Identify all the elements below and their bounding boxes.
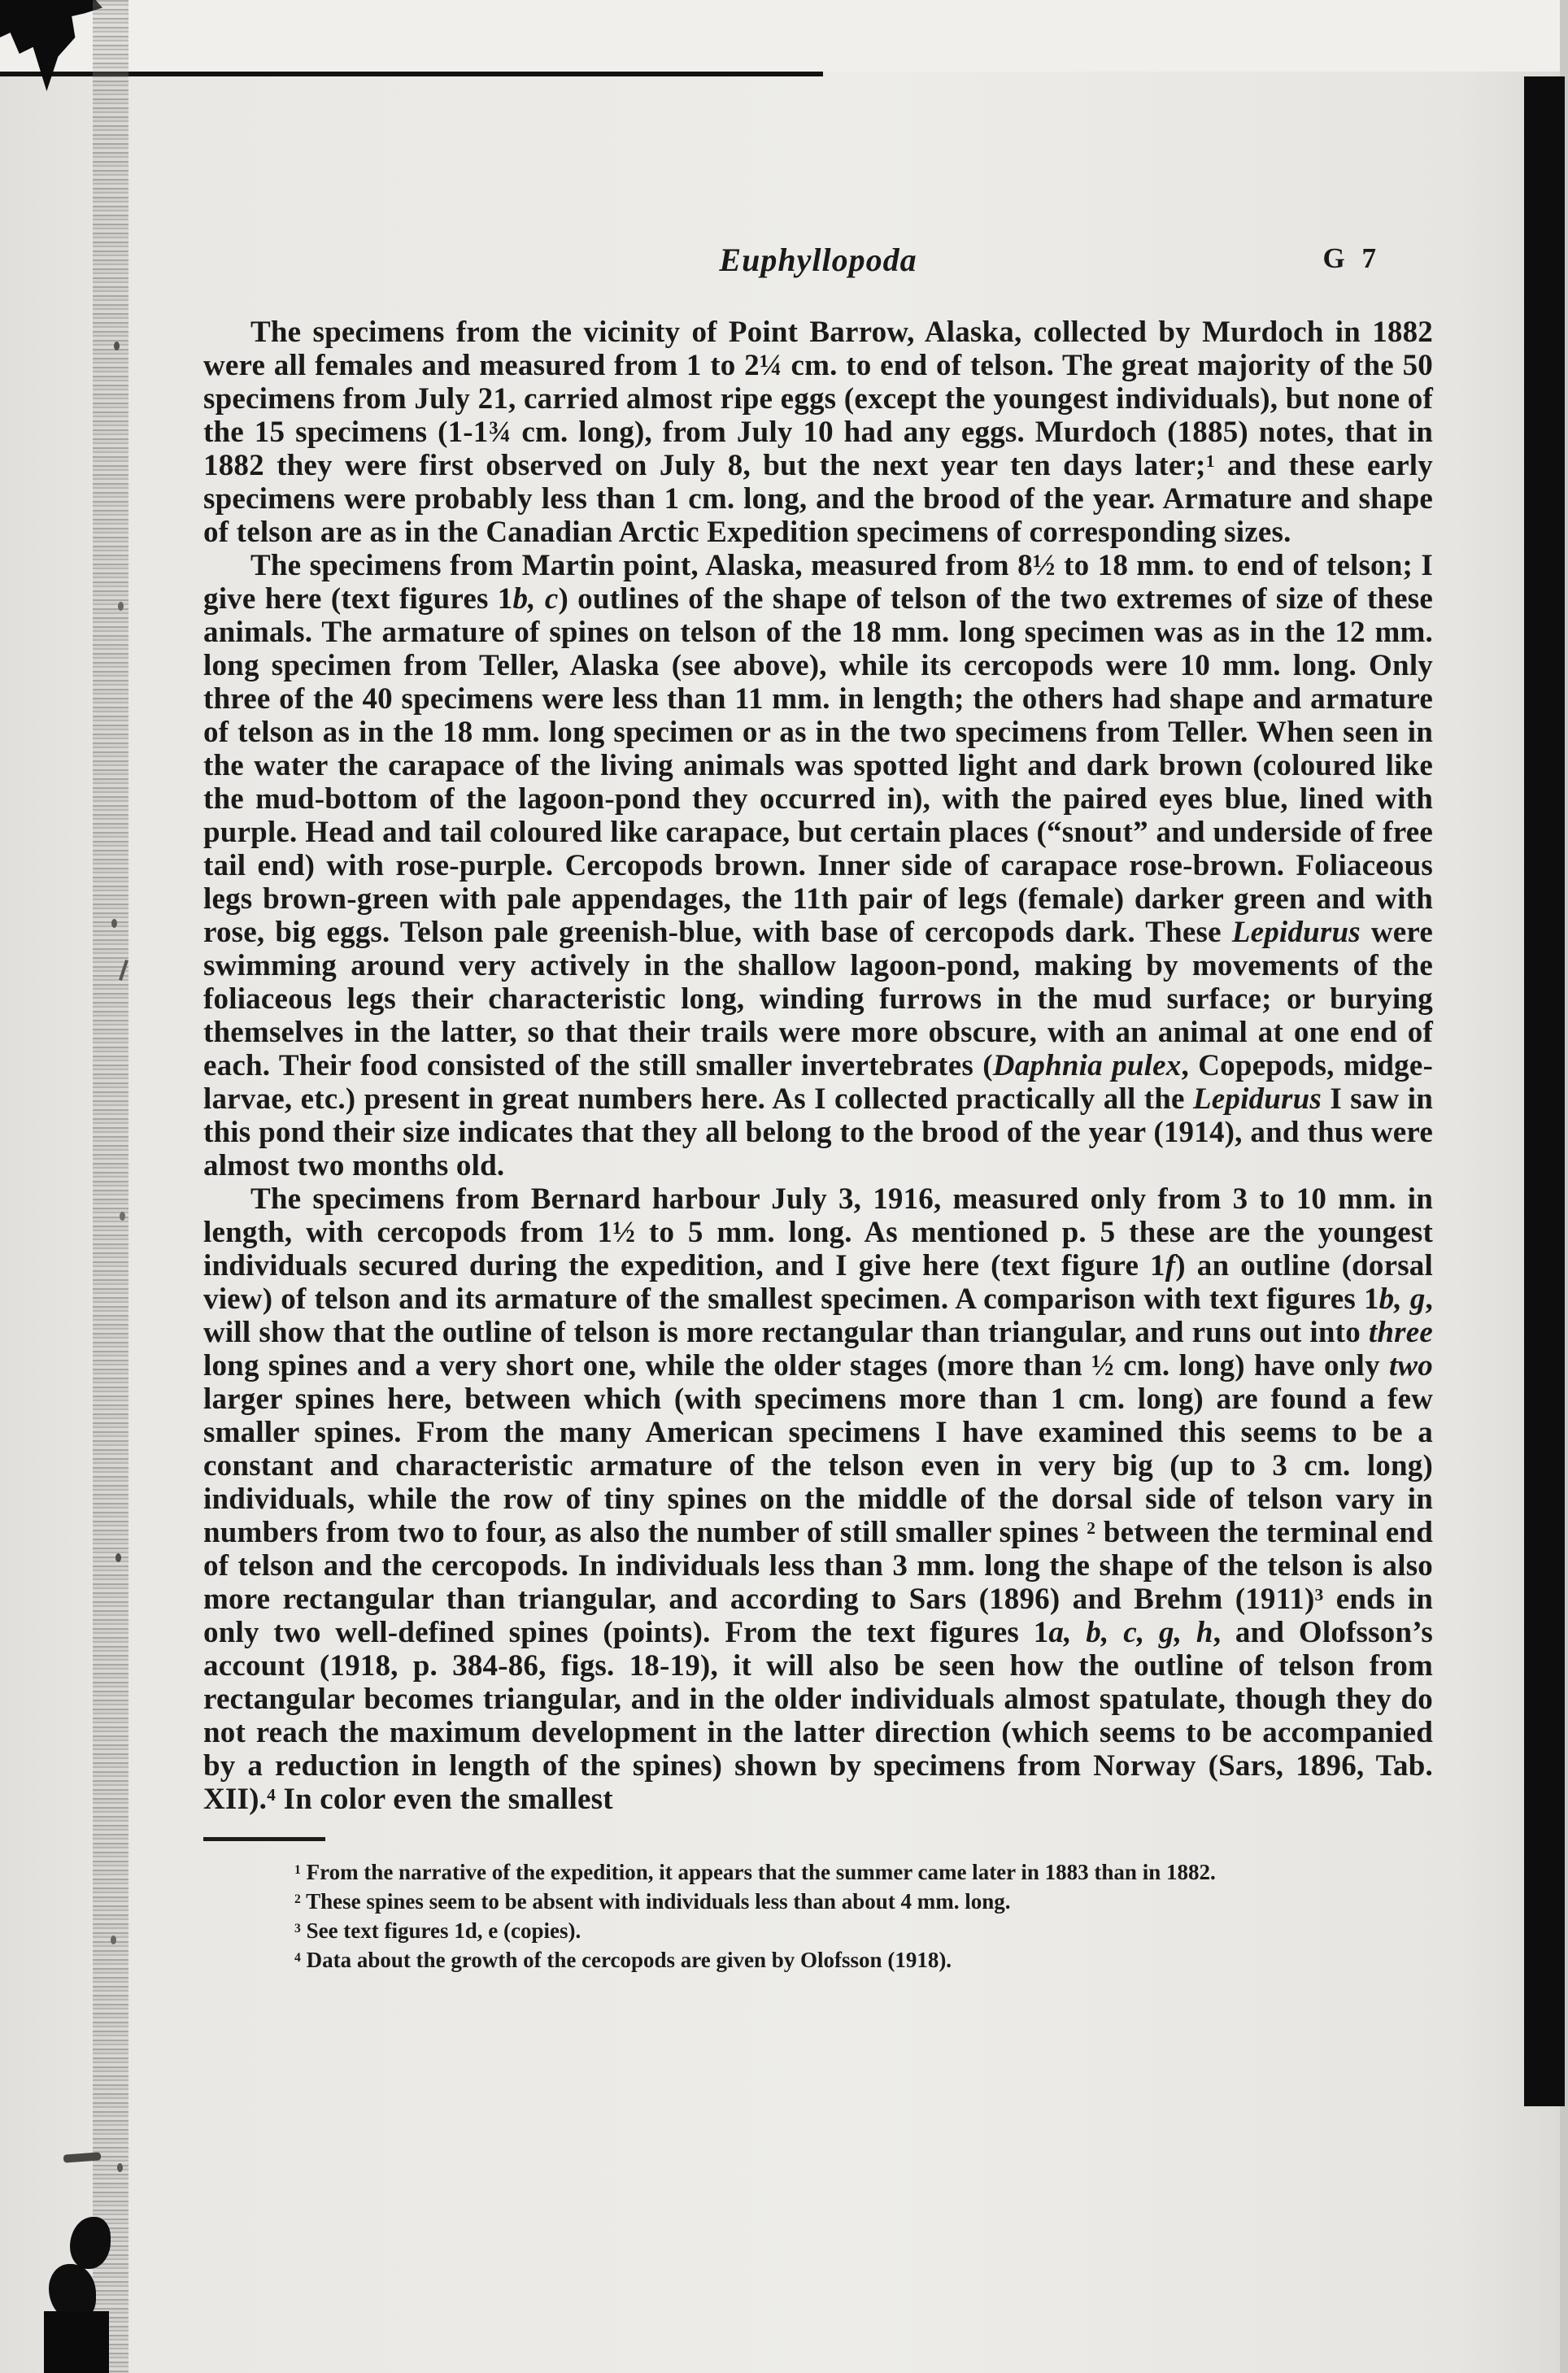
scan-top-margin bbox=[0, 0, 1568, 72]
footnote: $^2$ These spines seem to be absent with individuals less than about 4 mm. long. bbox=[294, 1889, 1011, 1914]
footnote: $^3$ See text figures 1d, e (copies). bbox=[294, 1918, 581, 1943]
footnote: $^4$ Data about the growth of the cercopods are given by Olofsson (1918). bbox=[294, 1948, 952, 1972]
page-title: Euphyllopoda bbox=[719, 242, 917, 278]
footnotes bbox=[203, 1857, 1433, 1975]
footnote: $^1$ From the narrative of the expedition, it appears that the summer came later in 1883 than in 1882. bbox=[294, 1860, 1216, 1884]
binding-shadow-band bbox=[93, 0, 128, 2373]
scan-bar-right bbox=[1524, 76, 1565, 2106]
footnote-divider bbox=[203, 1837, 325, 1841]
paragraph: The specimens from Bernard harbour July 3, 1916, measured only from 3 to 10 mm. in length, with cercopods from 1½ to 5 mm. long. As mentioned p. 5 these are the youngest individuals secured during the expedition, and I give here (text figure 1f) an outline (dorsal view) of telson and its armature of the smallest specimen. A comparison with text figures 1b, g, will show that the outline of telson is more rectangular than triangular, and runs out into three long spines and a very short one, while the older stages (more than ½ cm. long) have only two larger spines here, between which (with specimens more than 1 cm. long) are found a few smaller spines. From the many American specimens I have examined this seems to be a constant and characteristic armature of the telson even in very big (up to 3 cm. long) individuals, while the row of tiny spines on the middle of the dorsal side of telson vary in numbers from two to four, as also the number of still smaller spines $^2$ between the terminal end of telson and the cercopods. In individuals less than 3 mm. long the shape of the telson is also more rectangular than triangular, and according to Sars (1896) and Brehm $(1911)^3$ ends in only two well-defined spines (points). From the text figures 1a, b, c, g, h, and Olofsson’s account (1918, p. 384-86, figs. 18-19), it will also be seen how the outline of telson from rectangular becomes triangular, and in the older individuals almost spatulate, though they do not reach the maximum development in the latter direction (which seems to be accompanied by a reduction in length of the spines) shown by specimens from Norway (Sars, 1896, Tab. XII).$^4$ In color even the smallest bbox=[203, 1182, 1433, 1816]
body-text bbox=[203, 316, 1433, 1816]
paragraph: The specimens from the vicinity of Point Barrow, Alaska, collected by Murdoch in 1882 were all females and measured from 1 to 2¼ cm. to end of telson. The great majority of the 50 specimens from July 21, carried almost ripe eggs (except the youngest individuals), but none of the 15 specimens (1-1¾ cm. long), from July 10 had any eggs. Murdoch (1885) notes, that in 1882 they were first observed on July 8, but the next year ten days later;$^1$ and these early specimens were probably less than 1 cm. long, and the brood of the year. Armature and shape of telson are as in the Canadian Arctic Expedition specimens of corresponding sizes. bbox=[203, 316, 1433, 549]
scan-speckles bbox=[114, 342, 120, 351]
page-content bbox=[203, 241, 1433, 1975]
paragraph: The specimens from Martin point, Alaska, measured from 8½ to 18 mm. to end of telson; I give here (text figures 1b, c) outlines of the shape of telson of the two extremes of size of these animals. The armature of spines on telson of the 18 mm. long specimen was as in the 12 mm. long specimen from Teller, Alaska (see above), while its cercopods were 10 mm. long. Only three of the 40 specimens were less than 11 mm. in length; the others had shape and armature of telson as in the 18 mm. long specimen or as in the two specimens from Teller. When seen in the water the carapace of the living animals was spotted light and dark brown (coloured like the mud-bottom of the lagoon-pond they occurred in), with the paired eyes blue, lined with purple. Head and tail coloured like carapace, but certain places (“snout” and underside of free tail end) with rose-purple. Cercopods brown. Inner side of carapace rose-brown. Foliaceous legs brown-green with pale appendages, the 11th pair of legs (female) darker green and with rose, big eggs. Telson pale greenish-blue, with base of cercopods dark. These Lepidurus were swimming around very actively in the shallow lagoon-pond, making by movements of the foliaceous legs their characteristic long, winding furrows in the mud surface; or burying themselves in the latter, so that their trails were more obscure, with an animal at one end of each. Their food consisted of the still smaller invertebrates (Daphnia pulex, Copepods, midge-larvae, etc.) present in great numbers here. As I collected practically all the Lepidurus I saw in this pond their size indicates that they all belong to the brood of the year (1914), and thus were almost two months old. bbox=[203, 549, 1434, 1182]
page-number: G 7 bbox=[1322, 242, 1381, 274]
running-header bbox=[203, 241, 1433, 291]
ink-bar-bottom-left bbox=[44, 2311, 109, 2373]
